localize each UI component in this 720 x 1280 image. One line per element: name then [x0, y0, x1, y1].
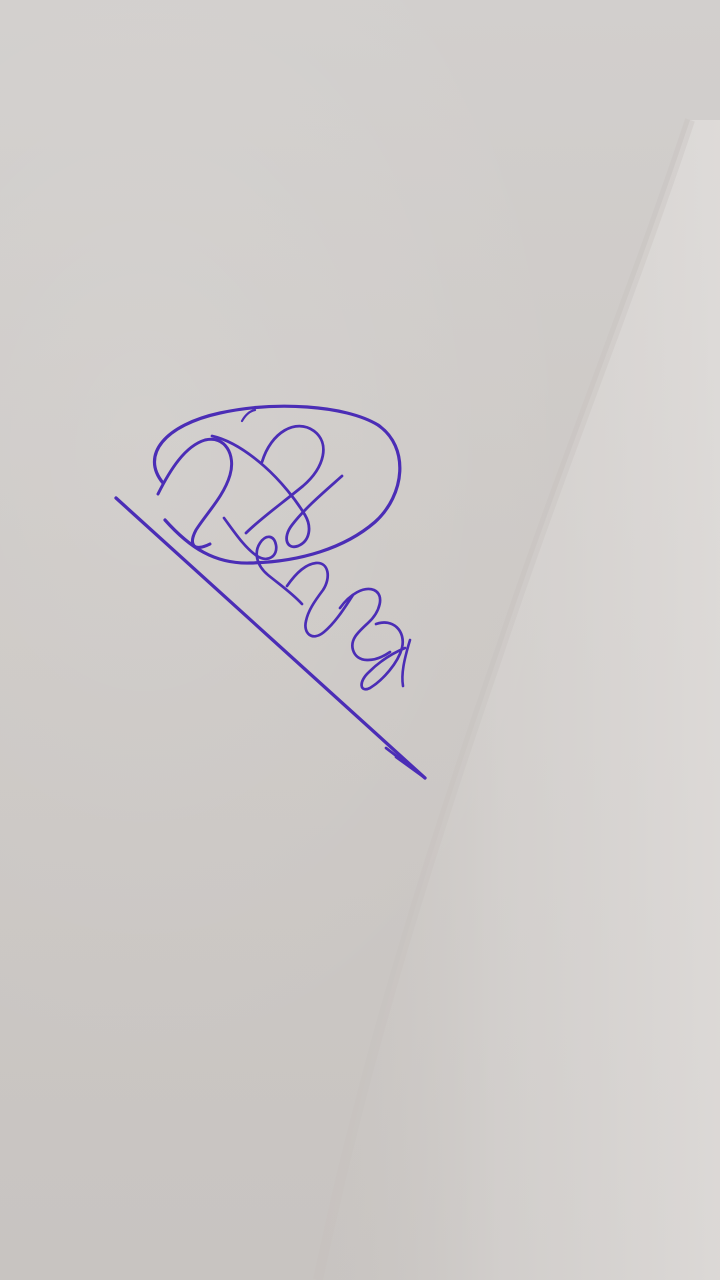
- signature-upper-curve: [246, 426, 323, 533]
- signature-dot-accent: [242, 410, 255, 421]
- signature-underline-tail: [386, 748, 425, 778]
- signature-underline: [116, 498, 425, 778]
- signature-lowercase-sequence-c: [340, 589, 390, 660]
- signature-initial-loop: [158, 439, 232, 547]
